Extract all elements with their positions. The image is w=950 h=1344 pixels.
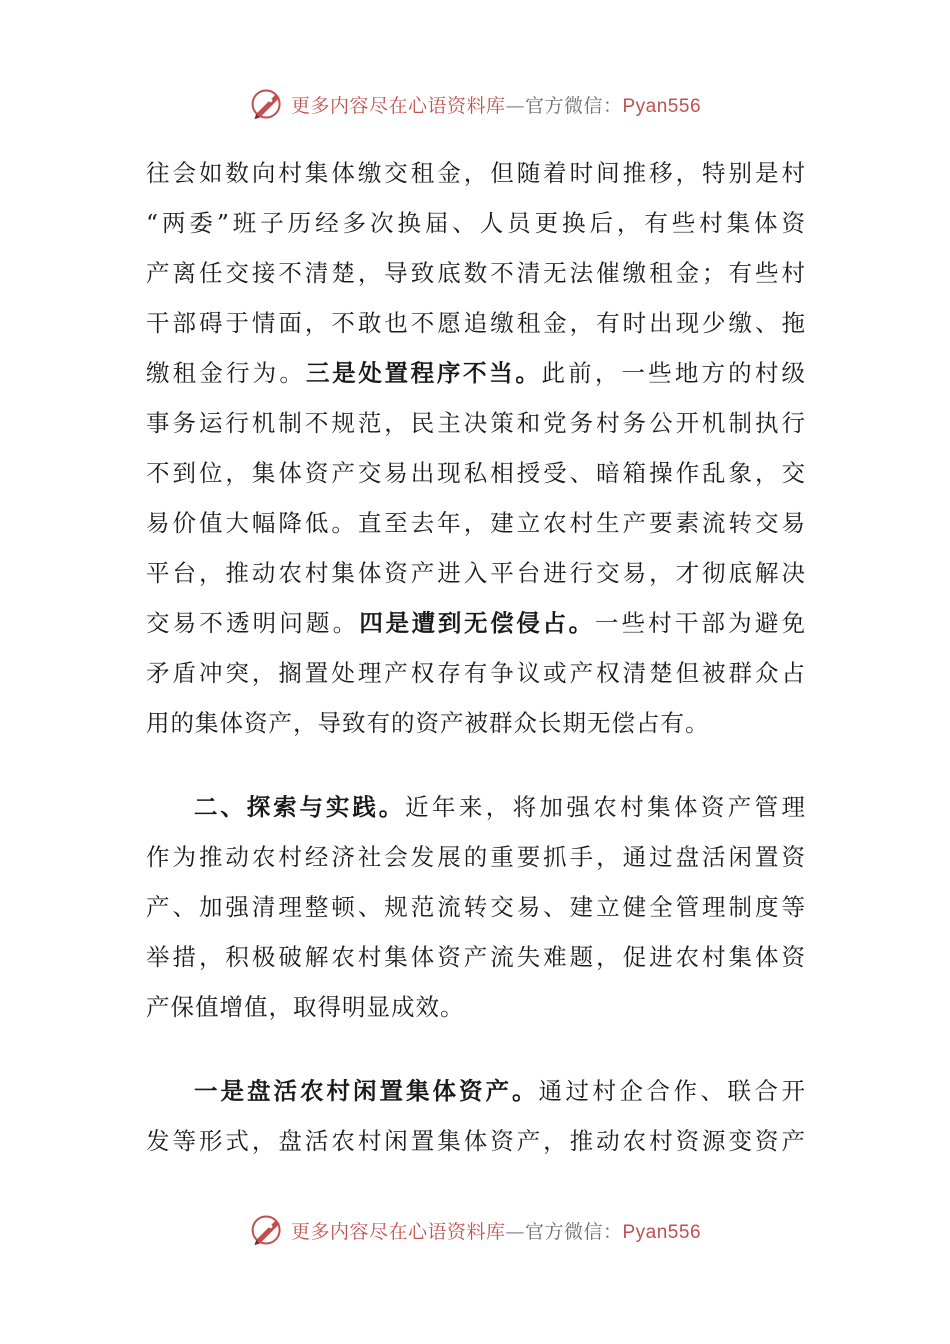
text-line [146,248,806,298]
paragraph [146,1066,806,1166]
text-line [146,1116,806,1166]
pen-logo-icon [249,1212,285,1248]
text-line [146,698,806,748]
watermark-dash: — [505,1220,525,1243]
text-line [146,448,806,498]
paragraph [146,782,806,1032]
text-line [146,548,806,598]
text-line [146,498,806,548]
text-line [146,782,806,832]
text-line [146,298,806,348]
paragraph [146,148,806,748]
watermark-wechat-label: 官方微信： [524,94,623,117]
body-text: 产离任交接不清楚，导致底数不清无法催缴租金；有些村 [146,259,806,287]
bold-heading-text: 三是处置程序不当。 [306,359,542,387]
body-text: 发等形式，盘活农村闲置集体资产，推动农村资源变资产 [146,1127,806,1155]
body-text: 产、加强清理整顿、规范流转交易、建立健全管理制度等 [146,893,806,921]
watermark-dash: — [505,94,525,117]
body-text: 不到位，集体资产交易出现私相授受、暗箱操作乱象，交 [146,459,806,487]
body-text: 干部碍于情面，不敢也不愿追缴租金，有时出现少缴、拖 [146,309,806,337]
body-text: 此前，一些地方的村级 [541,359,806,387]
body-text: 近年来，将加强农村集体资产管理 [405,793,807,821]
pen-logo-icon [249,86,285,122]
text-line [146,1066,806,1116]
text-line [146,398,806,448]
body-text: 往会如数向村集体缴交租金，但随着时间推移，特别是村 [146,159,806,187]
watermark-footer [0,1208,950,1252]
body-text: 举措，积极破解农村集体资产流失难题，促进农村集体资 [146,943,806,971]
body-text: 用的集体资产，导致有的资产被群众长期无偿占有。 [146,709,710,737]
body-text: 矛盾冲突，搁置处理产权存有争议或产权清楚但被群众占 [146,659,806,687]
body-text: 平台，推动农村集体资产进入平台进行交易，才彻底解决 [146,559,806,587]
body-text: 通过村企合作、联合开 [538,1077,806,1105]
body-text: 作为推动农村经济社会发展的重要抓手，通过盘活闲置资 [146,843,806,871]
body-text: 事务运行机制不规范，民主决策和党务村务公开机制执行 [146,409,806,437]
watermark-header [0,82,950,126]
text-line [146,982,806,1032]
watermark-wechat-label: 官方微信： [524,1220,623,1243]
body-text: 交易不透明问题。 [146,609,360,637]
paragraph-gap [146,1032,806,1066]
text-line [146,832,806,882]
watermark-account: Pyan556 [622,1221,702,1243]
text-line [146,598,806,648]
body-text: 产保值增值，取得明显成效。 [146,993,465,1021]
bold-heading-text: 四是遭到无偿侵占。 [359,609,595,637]
text-line [146,932,806,982]
watermark-site: 更多内容尽在心语资料库 [290,1220,506,1243]
bold-heading-text: 二、探索与实践。 [194,793,406,821]
body-text: 缴租金行为。 [146,359,306,387]
body-text: 易价值大幅降低。直至去年，建立农村生产要素流转交易 [146,509,806,537]
text-line [146,648,806,698]
text-line [146,882,806,932]
text-line [146,198,806,248]
document-body [146,148,806,1166]
text-line [146,148,806,198]
bold-heading-text: 一是盘活农村闲置集体资产。 [194,1077,539,1105]
watermark-account: Pyan556 [622,95,702,117]
watermark-site: 更多内容尽在心语资料库 [290,94,506,117]
body-text: 一些村干部为避免 [594,609,807,637]
paragraph-gap [146,748,806,782]
body-text: “两委”班子历经多次换届、人员更换后，有些村集体资 [146,209,806,237]
text-line [146,348,806,398]
